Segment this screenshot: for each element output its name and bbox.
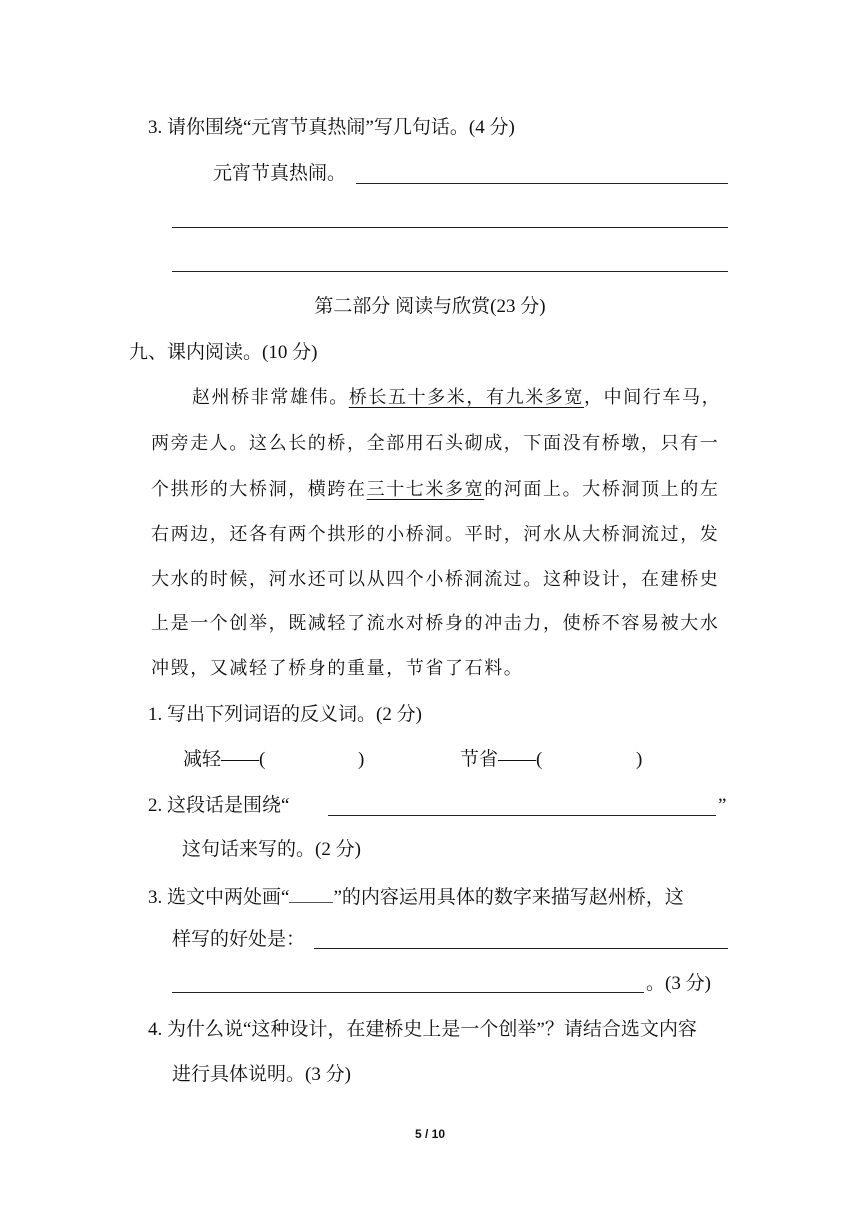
section-nine-heading-text: 九、课内阅读。(10 分) <box>129 342 318 363</box>
passage-text: 个拱形的大桥洞，横跨在 <box>151 479 367 500</box>
q3-writing-prompt: 3. 请你围绕“元宵节真热闹”写几句话。(4 分) <box>148 117 515 138</box>
q2-prompt-line-2: 这句话来写的。(2 分) <box>182 839 361 860</box>
q2-prompt-start: 2. 这段话是围绕“ <box>148 795 290 816</box>
q3-points: 。(3 分) <box>646 973 711 994</box>
passage-line-3 <box>151 478 719 502</box>
answer-blank-line[interactable] <box>172 227 728 228</box>
underlined-number-phrase: 桥长五十多米，有九米多宽 <box>348 387 585 408</box>
writing-lead-sentence: 元宵节真热闹。 <box>213 163 347 184</box>
q3-prompt-line-2: 样写的好处是： <box>172 929 306 950</box>
section-title: 第二部分 阅读与欣赏(23 分) <box>314 296 546 317</box>
passage-text: ，中间行车马， <box>584 387 722 408</box>
passage-line-5: 大水的时候，河水还可以从四个小桥洞流过。这种设计，在建桥史 <box>151 569 720 590</box>
answer-blank-line[interactable] <box>356 183 728 184</box>
passage-text: 的河面上。大桥洞顶上的左 <box>484 479 720 500</box>
q1-word-1: 减轻——( <box>183 749 266 770</box>
q3-prompt <box>148 884 684 910</box>
passage-text: 赵州桥非常雄伟。 <box>192 387 349 408</box>
passage-line-7: 冲毁，又减轻了桥身的重量，节省了石料。 <box>151 658 524 679</box>
q3-prompt-text: ”的内容运用具体的数字来描写赵州桥，这 <box>333 887 684 908</box>
q3-answer-blank[interactable] <box>314 948 728 949</box>
q4-prompt: 4. 为什么说“这种设计，在建桥史上是一个创举”？请结合选文内容 <box>148 1019 697 1040</box>
q3-prompt-text: 3. 选文中两处画“ <box>148 887 290 908</box>
section-nine-heading <box>129 341 317 365</box>
answer-blank-line[interactable] <box>172 271 728 272</box>
q1-close-paren-1: ) <box>358 749 365 770</box>
q1-word-2: 节省——( <box>460 749 543 770</box>
q1-close-paren-2: ) <box>636 749 643 770</box>
passage-line-2: 两旁走人。这么长的桥，全部用石头砌成，下面没有桥墩，只有一 <box>151 433 720 454</box>
passage-line-4: 右两边，还各有两个拱形的小桥洞。平时，河水从大桥洞流过，发 <box>151 524 720 545</box>
q2-prompt-quote-end: ” <box>718 795 727 816</box>
passage-line-6: 上是一个创举，既减轻了流水对桥身的冲击力，使桥不容易被大水 <box>151 613 720 634</box>
page-number: 5 / 10 <box>414 1127 446 1141</box>
q1-prompt: 1. 写出下列词语的反义词。(2 分) <box>148 704 422 725</box>
passage-line-1 <box>192 386 721 410</box>
q3-answer-blank[interactable] <box>172 992 644 993</box>
q4-prompt-line-2: 进行具体说明。(3 分) <box>172 1064 351 1085</box>
underline-sample-blank <box>289 884 333 903</box>
q2-answer-blank[interactable] <box>328 815 716 816</box>
underlined-number-phrase: 三十七米多宽 <box>366 479 485 500</box>
